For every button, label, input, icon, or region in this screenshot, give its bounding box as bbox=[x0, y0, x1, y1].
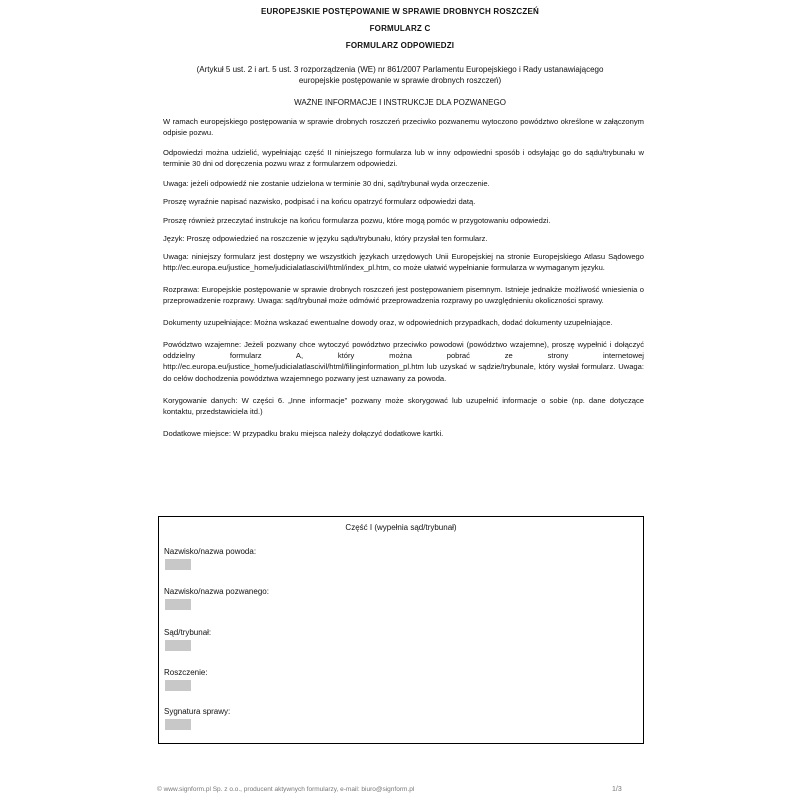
claim-field[interactable] bbox=[165, 680, 191, 691]
header-form-id: FORMULARZ C bbox=[369, 24, 431, 33]
header-procedure-title: EUROPEJSKIE POSTĘPOWANIE W SPRAWIE DROBNYCH ROSZCZEŃ bbox=[261, 7, 539, 16]
court-field[interactable] bbox=[165, 640, 191, 651]
instruction-paragraph: Uwaga: niniejszy formularz jest dostępny we wszystkich językach urzędowych Unii Europejskiej na stronie Europejskiego Atlasu Sądowego http://ec.europa.eu/justice_home/judicialatlascivil/html/index_pl.htm, co może ułatwić wypełnianie formularza w wymaganym języku. bbox=[163, 251, 644, 272]
case-number-label: Sygnatura sprawy: bbox=[164, 707, 231, 716]
instruction-paragraph: Dodatkowe miejsce: W przypadku braku miejsca należy dołączyć dodatkowe kartki. bbox=[163, 428, 444, 438]
part-one-title: Część I (wypełnia sąd/trybunał) bbox=[345, 523, 457, 532]
claim-label: Roszczenie: bbox=[164, 668, 208, 677]
case-number-field[interactable] bbox=[165, 719, 191, 730]
part-one-box bbox=[158, 516, 644, 744]
legal-basis-line-1: (Artykuł 5 ust. 2 i art. 5 ust. 3 rozporządzenia (WE) nr 861/2007 Parlamentu Europejskiego i Rady ustanawiającego bbox=[196, 65, 604, 74]
footer-copyright: © www.signform.pl Sp. z o.o., producent aktywnych formularzy, e-mail: biuro@signform.pl bbox=[157, 786, 415, 793]
instruction-paragraph: Dokumenty uzupełniające: Można wskazać ewentualne dowody oraz, w odpowiednich przypadkach, dodać dokumenty uzupełniające. bbox=[163, 318, 613, 328]
instructions-heading: WAŻNE INFORMACJE I INSTRUKCJE DLA POZWANEGO bbox=[294, 98, 506, 107]
instruction-paragraph: Proszę wyraźnie napisać nazwisko, podpisać i na końcu opatrzyć formularz odpowiedzi datą. bbox=[163, 197, 476, 207]
page-number: 1/3 bbox=[612, 786, 622, 793]
plaintiff-name-label: Nazwisko/nazwa powoda: bbox=[164, 547, 257, 556]
defendant-name-label: Nazwisko/nazwa pozwanego: bbox=[164, 587, 269, 596]
legal-basis-line-2: europejskie postępowanie w sprawie drobnych roszczeń) bbox=[298, 76, 502, 85]
court-label: Sąd/trybunał: bbox=[164, 628, 212, 637]
plaintiff-name-field[interactable] bbox=[165, 559, 191, 570]
defendant-name-field[interactable] bbox=[165, 599, 191, 610]
header-form-name: FORMULARZ ODPOWIEDZI bbox=[345, 41, 455, 50]
instruction-paragraph: W ramach europejskiego postępowania w sprawie drobnych roszczeń przeciwko pozwanemu wytoczono powództwo określone w załączonym odpisie pozwu. bbox=[163, 117, 644, 138]
instruction-paragraph: Odpowiedzi można udzielić, wypełniając część II niniejszego formularza lub w inny odpowiedni sposób i odsyłając go do sądu/trybunału w terminie 30 dni od doręczenia pozwu wraz z formularzem odpowiedzi. bbox=[163, 148, 644, 169]
instruction-paragraph: Język: Proszę odpowiedzieć na roszczenie w języku sądu/trybunału, który przysłał ten formularz. bbox=[163, 233, 488, 243]
instruction-paragraph: Proszę również przeczytać instrukcje na końcu formularza pozwu, które mogą pomóc w przygotowaniu odpowiedzi. bbox=[163, 215, 551, 225]
instruction-paragraph: Powództwo wzajemne: Jeżeli pozwany chce wytoczyć powództwo przeciwko powodowi (powództwo wzajemne), proszę wypełnić i dołączyć oddzielny formularz A, który można pobrać ze strony internetowej http://ec.europa.eu/justice_home/judicialatlascivil/html/filinginformation_pl.htm lub uzyskać w sądzie/trybunale, który wysłał formularz. Uwaga: do celów dochodzenia powództwa wzajemnego pozwany jest uznawany za powoda. bbox=[163, 340, 644, 383]
instruction-paragraph: Uwaga: jeżeli odpowiedź nie zostanie udzielona w terminie 30 dni, sąd/trybunał wyda orzeczenie. bbox=[163, 179, 490, 189]
instruction-paragraph: Korygowanie danych: W części 6. „Inne informacje” pozwany może skorygować lub uzupełnić informacje o sobie (np. dane dotyczące kontaktu, przedstawiciela itd.) bbox=[163, 395, 644, 416]
instructions-body bbox=[163, 116, 644, 439]
instruction-paragraph: Rozprawa: Europejskie postępowanie w sprawie drobnych roszczeń jest postępowaniem pisemnym. Istnieje jednakże możliwość wniesienia o przeprowadzenie rozprawy. Uwaga: sąd/trybunał może odmówić przeprowadzenia rozprawy po uwzględnieniu okoliczności sprawy. bbox=[163, 284, 644, 306]
document-header bbox=[0, 6, 800, 57]
legal-basis bbox=[170, 64, 630, 86]
